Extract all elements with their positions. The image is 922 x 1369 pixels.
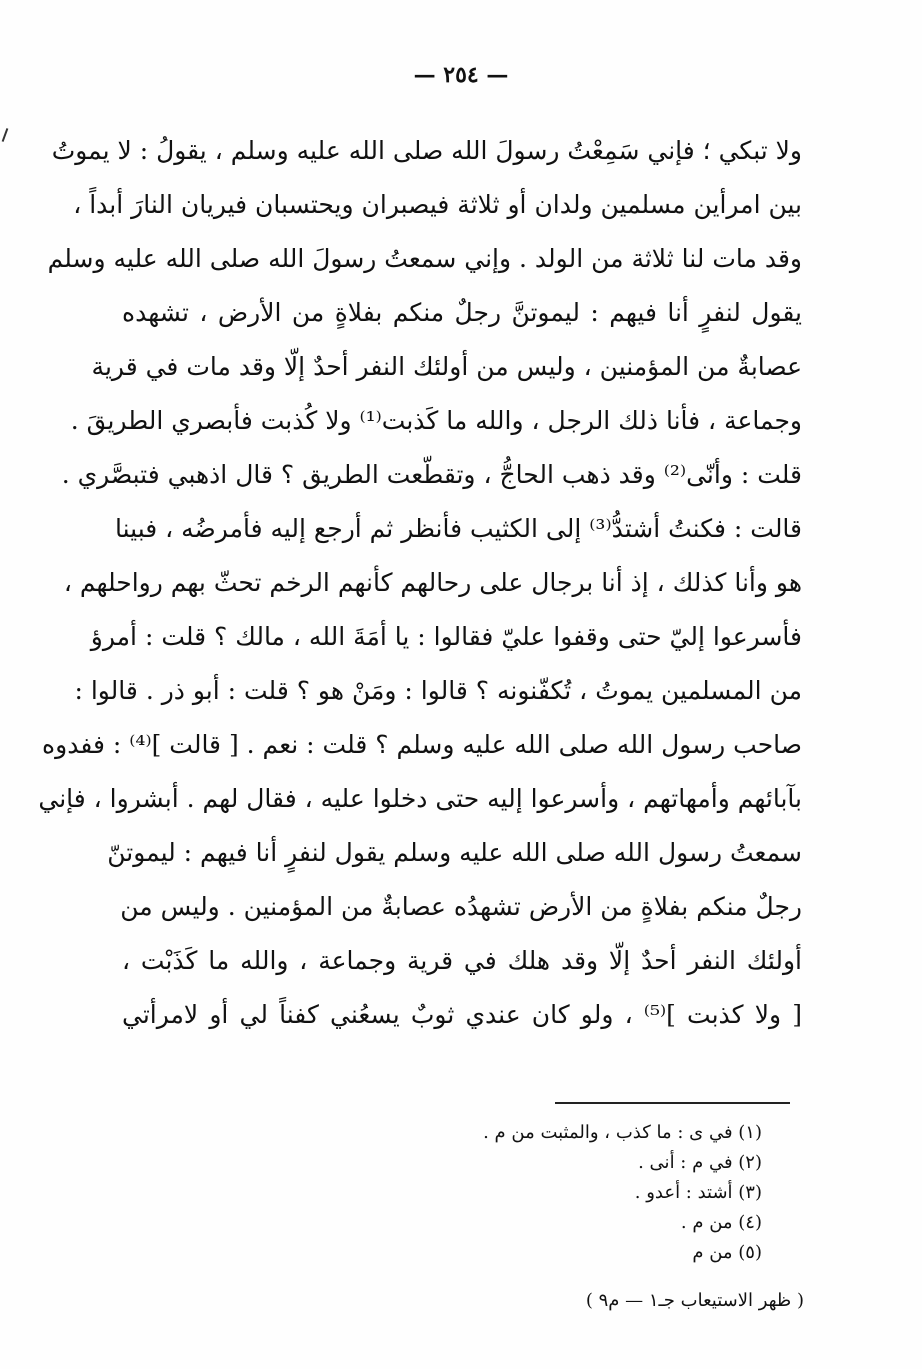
text-line: [ ولا كذبت ]⁽⁵⁾ ، ولو كان عندي ثوبٌ يسعُني كفناً لي أو لامرأتي	[122, 1000, 802, 1029]
text-line: هو وأنا كذلك ، إذ أنا برجال على رحالهم كأنهم الرخم تحثّ بهم رواحلهم ،	[63, 568, 802, 597]
text-line: بين امرأين مسلمين ولدان أو ثلاثة فيصبران ويحتسبان فيريان النارَ أبداً ،	[73, 190, 802, 219]
text-line: ولا تبكي ؛ فإني سَمِعْتُ رسولَ الله صلى الله عليه وسلم ، يقولُ : لا يموتُ	[51, 136, 802, 165]
text-line: رجلٌ منكم بفلاةٍ من الأرض تشهدُه عصابةٌ من المؤمنين . وليس من	[120, 892, 802, 921]
text-line: أولئك النفر أحدٌ إلّا وقد هلك في قرية وجماعة ، والله ما كَذَبْت ،	[122, 946, 802, 975]
text-line: سمعتُ رسول الله صلى الله عليه وسلم يقول لنفرٍ أنا فيهم : ليموتنّ	[107, 838, 802, 867]
text-line: صاحب رسول الله صلى الله عليه وسلم ؟ قلت : نعم . [ قالت ]⁽⁴⁾ : ففدوه	[42, 730, 802, 759]
text-line: قالت : فكنتُ أشتدُّ⁽³⁾ إلى الكثيب فأنظر ثم أرجع إليه فأمرضُه ، فبينا	[114, 514, 802, 543]
text-line: يقول لنفرٍ أنا فيهم : ليموتنَّ رجلٌ منكم بفلاةٍ من الأرض ، تشهده	[122, 298, 802, 327]
footnote: (٥) من م	[692, 1242, 762, 1263]
footnote-divider	[555, 1102, 790, 1104]
text-line: فأسرعوا إليّ حتى وقفوا عليّ فقالوا : يا أمَةَ الله ، مالك ؟ قلت : أمرؤ	[90, 622, 802, 651]
page-number: — ٢٥٤ —	[413, 62, 509, 88]
main-text	[38, 124, 802, 1042]
footnote: (٣) أشتد : أعدو .	[634, 1182, 762, 1203]
text-line: بآبائهم وأمهاتهم ، وأسرعوا إليه حتى دخلوا عليه ، فقال لهم . أبشروا ، فإني	[38, 784, 802, 813]
footnote: (٢) في م : أنى .	[638, 1152, 762, 1173]
footnote: (١) في ى : ما كذب ، والمثبت من م .	[483, 1122, 762, 1143]
footnote: (٤) من م .	[680, 1212, 762, 1233]
text-line: عصابةٌ من المؤمنين ، وليس من أولئك النفر أحدٌ إلّا وقد مات في قرية	[91, 352, 802, 381]
text-line: وجماعة ، فأنا ذلك الرجل ، والله ما كَذبت⁽¹⁾ ولا كُذبت فأبصري الطريقَ .	[70, 406, 802, 435]
text-line: وقد مات لنا ثلاثة من الولد . وإني سمعتُ رسولَ الله صلى الله عليه وسلم	[47, 244, 802, 273]
text-line: قلت : وأنّى⁽²⁾ وقد ذهب الحاجُّ ، وتقطّعت الطريق ؟ قال اذهبي فتبصَّري .	[61, 460, 802, 489]
scan-edge-mark	[2, 128, 9, 142]
text-line: من المسلمين يموتُ ، تُكفّنونه ؟ قالوا : ومَنْ هو ؟ قلت : أبو ذر . قالوا :	[74, 676, 802, 705]
printer-signature: ( ظهر الاستيعاب جـ١ — م٩ )	[585, 1290, 804, 1311]
footnotes	[242, 1118, 762, 1268]
